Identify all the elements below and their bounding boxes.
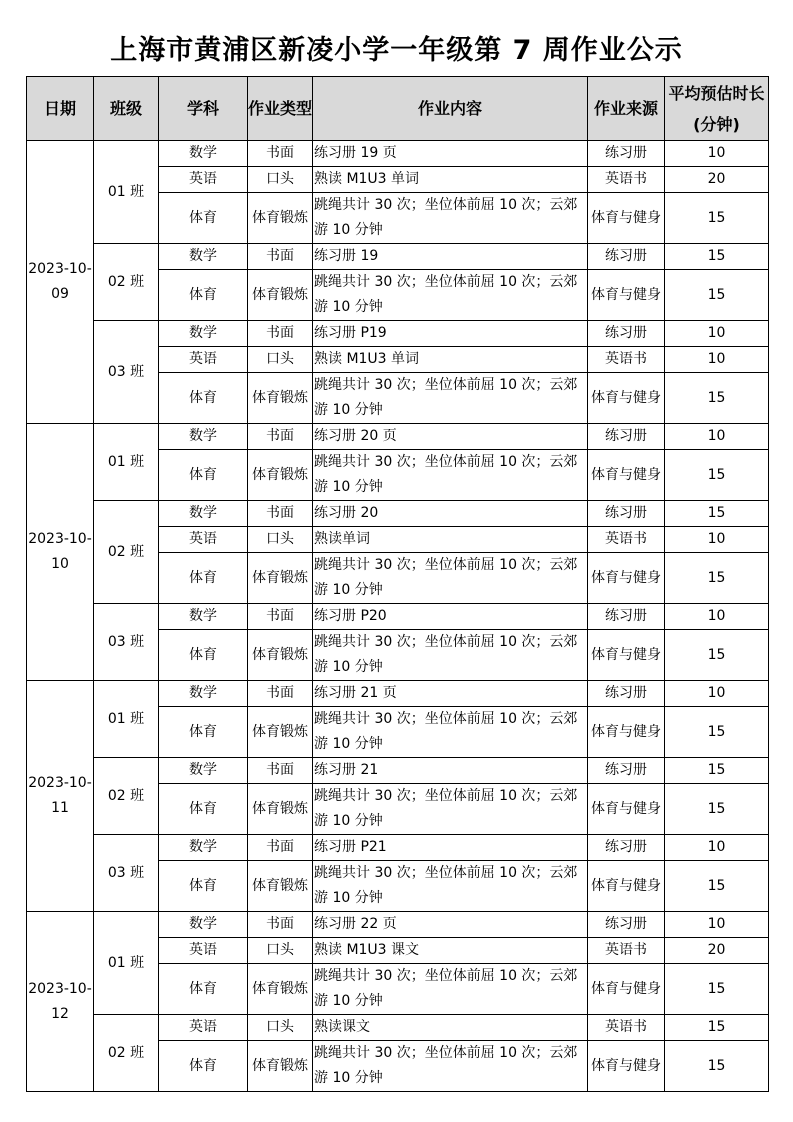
duration-cell: 10 [665, 604, 769, 630]
source-cell: 练习册 [588, 758, 665, 784]
source-cell: 体育与健身 [588, 1041, 665, 1092]
table-row [27, 912, 769, 938]
class-cell: 01 班 [94, 141, 159, 244]
source-cell: 练习册 [588, 835, 665, 861]
type-cell: 体育锻炼 [248, 964, 313, 1015]
content-cell: 练习册 P19 [313, 321, 588, 347]
header-subject: 学科 [159, 77, 248, 141]
duration-cell: 20 [665, 167, 769, 193]
source-cell: 练习册 [588, 141, 665, 167]
subject-cell: 体育 [159, 784, 248, 835]
content-cell: 跳绳共计 30 次；坐位体前屈 10 次；云郊游 10 分钟 [313, 373, 588, 424]
source-cell: 体育与健身 [588, 450, 665, 501]
class-cell: 01 班 [94, 424, 159, 501]
date-cell: 2023-10-12 [27, 912, 94, 1092]
content-cell: 跳绳共计 30 次；坐位体前屈 10 次；云郊游 10 分钟 [313, 450, 588, 501]
duration-cell: 10 [665, 912, 769, 938]
type-cell: 书面 [248, 835, 313, 861]
header-date: 日期 [27, 77, 94, 141]
subject-cell: 体育 [159, 630, 248, 681]
type-cell: 书面 [248, 321, 313, 347]
content-cell: 跳绳共计 30 次；坐位体前屈 10 次；云郊游 10 分钟 [313, 707, 588, 758]
subject-cell: 体育 [159, 861, 248, 912]
duration-cell: 15 [665, 861, 769, 912]
class-cell: 02 班 [94, 244, 159, 321]
subject-cell: 体育 [159, 373, 248, 424]
type-cell: 体育锻炼 [248, 373, 313, 424]
class-cell: 03 班 [94, 604, 159, 681]
date-cell: 2023-10-09 [27, 141, 94, 424]
class-cell: 01 班 [94, 681, 159, 758]
source-cell: 体育与健身 [588, 784, 665, 835]
type-cell: 口头 [248, 1015, 313, 1041]
duration-cell: 20 [665, 938, 769, 964]
table-row [27, 141, 769, 167]
subject-cell: 体育 [159, 964, 248, 1015]
duration-cell: 10 [665, 141, 769, 167]
page-title: 上海市黄浦区新凌小学一年级第 7 周作业公示 [110, 35, 683, 66]
duration-cell: 15 [665, 553, 769, 604]
type-cell: 口头 [248, 167, 313, 193]
source-cell: 英语书 [588, 938, 665, 964]
type-cell: 体育锻炼 [248, 630, 313, 681]
content-cell: 跳绳共计 30 次；坐位体前屈 10 次；云郊游 10 分钟 [313, 784, 588, 835]
type-cell: 体育锻炼 [248, 553, 313, 604]
type-cell: 书面 [248, 912, 313, 938]
subject-cell: 英语 [159, 167, 248, 193]
source-cell: 练习册 [588, 501, 665, 527]
table-row [27, 501, 769, 527]
content-cell: 练习册 21 [313, 758, 588, 784]
class-cell: 03 班 [94, 321, 159, 424]
duration-cell: 10 [665, 321, 769, 347]
subject-cell: 英语 [159, 527, 248, 553]
type-cell: 体育锻炼 [248, 1041, 313, 1092]
subject-cell: 数学 [159, 912, 248, 938]
duration-cell: 15 [665, 784, 769, 835]
content-cell: 练习册 19 页 [313, 141, 588, 167]
subject-cell: 数学 [159, 424, 248, 450]
type-cell: 书面 [248, 501, 313, 527]
type-cell: 书面 [248, 681, 313, 707]
type-cell: 口头 [248, 347, 313, 373]
subject-cell: 数学 [159, 758, 248, 784]
subject-cell: 体育 [159, 270, 248, 321]
type-cell: 书面 [248, 758, 313, 784]
subject-cell: 体育 [159, 553, 248, 604]
content-cell: 练习册 P20 [313, 604, 588, 630]
type-cell: 体育锻炼 [248, 861, 313, 912]
type-cell: 体育锻炼 [248, 193, 313, 244]
content-cell: 练习册 22 页 [313, 912, 588, 938]
content-cell: 跳绳共计 30 次；坐位体前屈 10 次；云郊游 10 分钟 [313, 630, 588, 681]
subject-cell: 英语 [159, 1015, 248, 1041]
content-cell: 熟读 M1U3 单词 [313, 347, 588, 373]
type-cell: 书面 [248, 424, 313, 450]
subject-cell: 数学 [159, 141, 248, 167]
content-cell: 跳绳共计 30 次；坐位体前屈 10 次；云郊游 10 分钟 [313, 964, 588, 1015]
type-cell: 书面 [248, 604, 313, 630]
content-cell: 练习册 20 [313, 501, 588, 527]
duration-cell: 15 [665, 1015, 769, 1041]
content-cell: 熟读 M1U3 课文 [313, 938, 588, 964]
source-cell: 体育与健身 [588, 630, 665, 681]
duration-cell: 15 [665, 707, 769, 758]
source-cell: 英语书 [588, 527, 665, 553]
source-cell: 体育与健身 [588, 707, 665, 758]
header-type: 作业类型 [248, 77, 313, 141]
subject-cell: 数学 [159, 835, 248, 861]
table-row [27, 1015, 769, 1041]
subject-cell: 体育 [159, 1041, 248, 1092]
class-cell: 02 班 [94, 1015, 159, 1092]
source-cell: 体育与健身 [588, 373, 665, 424]
table-row [27, 681, 769, 707]
duration-cell: 10 [665, 347, 769, 373]
content-cell: 跳绳共计 30 次；坐位体前屈 10 次；云郊游 10 分钟 [313, 1041, 588, 1092]
content-cell: 练习册 21 页 [313, 681, 588, 707]
source-cell: 练习册 [588, 424, 665, 450]
duration-cell: 15 [665, 1041, 769, 1092]
duration-cell: 15 [665, 193, 769, 244]
subject-cell: 英语 [159, 347, 248, 373]
duration-cell: 10 [665, 527, 769, 553]
type-cell: 书面 [248, 244, 313, 270]
source-cell: 英语书 [588, 347, 665, 373]
class-cell: 01 班 [94, 912, 159, 1015]
subject-cell: 数学 [159, 321, 248, 347]
source-cell: 体育与健身 [588, 964, 665, 1015]
subject-cell: 体育 [159, 193, 248, 244]
header-content: 作业内容 [313, 77, 588, 141]
class-cell: 02 班 [94, 501, 159, 604]
content-cell: 跳绳共计 30 次；坐位体前屈 10 次；云郊游 10 分钟 [313, 270, 588, 321]
duration-cell: 10 [665, 424, 769, 450]
duration-cell: 15 [665, 630, 769, 681]
content-cell: 熟读 M1U3 单词 [313, 167, 588, 193]
duration-cell: 15 [665, 450, 769, 501]
content-cell: 熟读单词 [313, 527, 588, 553]
table-row [27, 758, 769, 784]
table-row [27, 424, 769, 450]
source-cell: 练习册 [588, 912, 665, 938]
duration-cell: 15 [665, 501, 769, 527]
subject-cell: 数学 [159, 501, 248, 527]
duration-cell: 15 [665, 270, 769, 321]
content-cell: 跳绳共计 30 次；坐位体前屈 10 次；云郊游 10 分钟 [313, 861, 588, 912]
source-cell: 体育与健身 [588, 193, 665, 244]
subject-cell: 体育 [159, 707, 248, 758]
table-row [27, 244, 769, 270]
duration-cell: 15 [665, 244, 769, 270]
content-cell: 练习册 P21 [313, 835, 588, 861]
content-cell: 练习册 20 页 [313, 424, 588, 450]
header-row [27, 77, 769, 141]
source-cell: 练习册 [588, 604, 665, 630]
content-cell: 熟读课文 [313, 1015, 588, 1041]
content-cell: 跳绳共计 30 次；坐位体前屈 10 次；云郊游 10 分钟 [313, 553, 588, 604]
duration-cell: 10 [665, 681, 769, 707]
date-cell: 2023-10-10 [27, 424, 94, 681]
subject-cell: 英语 [159, 938, 248, 964]
table-row [27, 604, 769, 630]
source-cell: 英语书 [588, 1015, 665, 1041]
subject-cell: 数学 [159, 681, 248, 707]
header-class: 班级 [94, 77, 159, 141]
header-duration: 平均预估时长(分钟) [665, 77, 769, 141]
class-cell: 02 班 [94, 758, 159, 835]
duration-cell: 10 [665, 835, 769, 861]
duration-cell: 15 [665, 373, 769, 424]
source-cell: 练习册 [588, 244, 665, 270]
type-cell: 体育锻炼 [248, 784, 313, 835]
table-row [27, 835, 769, 861]
type-cell: 体育锻炼 [248, 707, 313, 758]
type-cell: 口头 [248, 527, 313, 553]
content-cell: 跳绳共计 30 次；坐位体前屈 10 次；云郊游 10 分钟 [313, 193, 588, 244]
date-cell: 2023-10-11 [27, 681, 94, 912]
content-cell: 练习册 19 [313, 244, 588, 270]
header-source: 作业来源 [588, 77, 665, 141]
subject-cell: 数学 [159, 244, 248, 270]
type-cell: 体育锻炼 [248, 270, 313, 321]
source-cell: 体育与健身 [588, 270, 665, 321]
type-cell: 体育锻炼 [248, 450, 313, 501]
source-cell: 练习册 [588, 681, 665, 707]
table-row [27, 321, 769, 347]
subject-cell: 数学 [159, 604, 248, 630]
type-cell: 书面 [248, 141, 313, 167]
subject-cell: 体育 [159, 450, 248, 501]
source-cell: 体育与健身 [588, 861, 665, 912]
duration-cell: 15 [665, 964, 769, 1015]
duration-cell: 15 [665, 758, 769, 784]
class-cell: 03 班 [94, 835, 159, 912]
homework-table [26, 76, 769, 1092]
source-cell: 英语书 [588, 167, 665, 193]
source-cell: 练习册 [588, 321, 665, 347]
type-cell: 口头 [248, 938, 313, 964]
source-cell: 体育与健身 [588, 553, 665, 604]
